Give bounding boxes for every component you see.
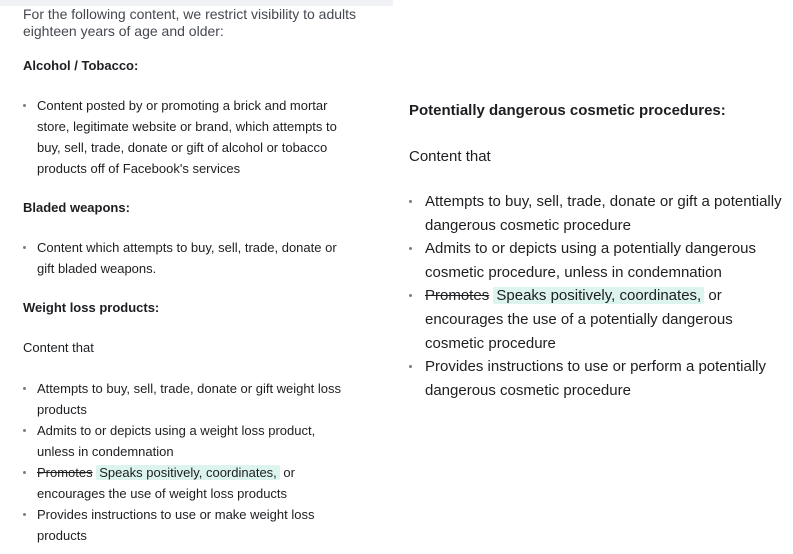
bullet-icon xyxy=(23,104,26,107)
edited-list-item: Promotes Speaks positively, coordinates, or encourages the use of a potentially dangerous cosmetic procedure xyxy=(409,284,784,355)
cosmetic-procedures-heading: Potentially dangerous cosmetic procedures: xyxy=(409,102,726,119)
list-item: Content which attempts to buy, sell, trade, donate or gift bladed weapons. xyxy=(23,237,353,279)
alcohol-tobacco-list xyxy=(23,95,353,179)
bladed-weapons-heading: Bladed weapons: xyxy=(23,200,130,215)
left-column xyxy=(0,0,393,554)
intro-paragraph: For the following content, we restrict visibility to adults eighteen years of age and older: xyxy=(23,6,357,39)
list-item: Content posted by or promoting a brick and mortar store, legitimate website or brand, which attempts to buy, sell, trade, donate or gift of alcohol or tobacco products off of Facebook's services xyxy=(23,95,353,179)
list-item: Attempts to buy, sell, trade, donate or gift a potentially dangerous cosmetic procedure xyxy=(409,190,784,237)
weight-loss-intro: Content that xyxy=(23,340,94,355)
bullet-icon xyxy=(23,246,26,249)
list-item: Admits to or depicts using a potentially dangerous cosmetic procedure, unless in condemnation xyxy=(409,237,784,284)
alcohol-tobacco-heading: Alcohol / Tobacco: xyxy=(23,58,139,73)
cosmetic-procedures-intro: Content that xyxy=(409,148,491,165)
cosmetic-procedures-list xyxy=(409,190,784,402)
weight-loss-heading: Weight loss products: xyxy=(23,300,160,315)
inserted-text: Speaks positively, coordinates, xyxy=(493,287,704,304)
bullet-icon xyxy=(23,471,26,474)
bullet-icon xyxy=(409,200,412,203)
list-item: Admits to or depicts using a weight loss product, unless in condemnation xyxy=(23,420,353,462)
bullet-icon xyxy=(23,387,26,390)
bullet-icon xyxy=(23,429,26,432)
weight-loss-list xyxy=(23,378,353,546)
bullet-icon xyxy=(409,294,412,297)
struck-text: Promotes xyxy=(37,465,93,480)
right-column xyxy=(393,0,793,554)
bladed-weapons-list xyxy=(23,237,353,279)
list-item: Provides instructions to use or make weight loss products xyxy=(23,504,353,546)
bullet-icon xyxy=(23,513,26,516)
struck-text: Promotes xyxy=(425,287,490,305)
edited-list-item: Promotes Speaks positively, coordinates, or encourages the use of weight loss products xyxy=(23,462,353,504)
list-item: Provides instructions to use or perform a potentially dangerous cosmetic procedure xyxy=(409,355,784,402)
list-item: Attempts to buy, sell, trade, donate or gift weight loss products xyxy=(23,378,353,420)
bullet-icon xyxy=(409,365,412,368)
inserted-text: Speaks positively, coordinates, xyxy=(96,465,280,480)
bullet-icon xyxy=(409,247,412,250)
